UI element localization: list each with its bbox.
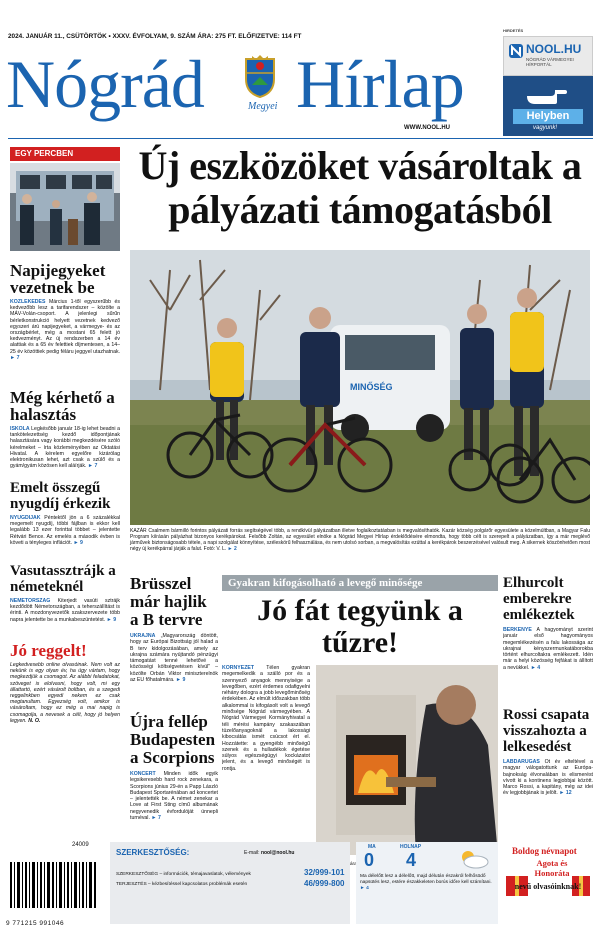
ad-bottom-panel [503, 76, 593, 136]
weather-tomorrow-label: HOLNAP [400, 844, 422, 850]
nameday-tail: nevű olvasóinknak! [514, 882, 582, 891]
staff-title: SZERKESZTŐSÉG: [116, 848, 190, 857]
story-body: Legkésőbb január 18-ig lehet beadni a tankötelezettség kezdő időpontjának halasztására vagy korábbi megkezdésére szóló kérelmeket – írta közleményében az Oktatási Hivatal. A kérelem egyelőre kizárólag elektronikusan lehet, azt csak a szülő és a gyám/gyám közösen kell aláírják. [10, 426, 120, 470]
story-title-elhurcolt[interactable]: Elhurcolt emberekre emlékeztek [503, 575, 575, 623]
staff-box [110, 842, 350, 924]
ad-subtitle: NÓGRÁD VÁRMEGYEI HÍRPORTÁL [526, 57, 574, 68]
email-line [244, 850, 294, 856]
column-right [503, 575, 593, 829]
ad-vagyunk: vagyunk! [533, 125, 558, 131]
story-title-scorpions[interactable]: Újra fellép Budapesten a Scorpions [130, 712, 216, 767]
story-text-napijegy: KÖZLEKEDÉS Március 1-től egyszerűbb és kedvezőbb lesz a tarifarendszer – közölte a MÁV-Volán-csoport. A jelenlegi sűrűn bérletkonstrukció helyett vezetnek kedvező egyszeri árú napijegyeket, a vármegye- és az országbérlet, még a mostani 65 felett jó kedvezményt. Az új rendszerben a 14 év alattiak és a 65 év felettiek díjmentesen, a 14–25 év közöttiek pedig féláru jeggyel utazhatnak. ► 7 [10, 299, 120, 361]
kicker: BERKENYE [503, 627, 532, 633]
masthead-divider [8, 138, 593, 139]
page-ref[interactable]: 4 [537, 664, 541, 671]
kicker: ISKOLA [10, 426, 30, 432]
weather-body: Ma délelőtt lesz a délelőtt, majd délután északról felhősödő napsütés lesz, estére északkeleten borús időre kell számítani. [360, 874, 492, 885]
page-ref[interactable]: 9 [113, 616, 117, 623]
page-ref[interactable]: 9 [182, 677, 186, 684]
story-text-scorpions: KONCERT Minden idők egyik legsikeresebb hard rock zenekara, a Scorpions június 29-én a Papp László Budapest Sportarénában ad koncertet – jelentették be. A német zenekar a Love at First Sting című albumának negyvenedik évfordulóját ünnepli turnéval. ► 7 [130, 771, 218, 822]
sidebar [10, 163, 120, 828]
nameday-title: Boldog névnapot [512, 846, 577, 856]
nameday-box [502, 842, 594, 924]
column-fire [222, 575, 498, 867]
column-brussel [130, 575, 218, 835]
coat-of-arms-icon [242, 55, 278, 99]
weather-text: Ma délelőtt lesz a délelőtt, majd délután északról felhősödő napsütés lesz, estére északkeleten borús időre kell számítani. ► 4 [360, 874, 492, 891]
weather-today-temp: 0 [364, 850, 375, 870]
page-ref[interactable]: 7 [94, 463, 98, 470]
lead-caption: KAZÁR Csalmem bármilló forintos pályázati forrás segítségével több, a rendkívül pályázatban illetve foglalkoztatásban is megvalósíthatók. Kazár község polgárőr egyesülete a közelmúltban, a Magyar Falu Program kiírásán pályázhat bizonyos kerékpárokat. Felsőbb Zoltán, az egyesület elnöke a Nógrád Megyei Hírlap érdeklődésére elmondta, hogy több célt is szerepelt a pályázatban, így a már meglévő járművek biztonságosabb tétele, a napi szolgálat könnyítése, széleskörű felhasználása, és nem utolsó sorban, a megvalósítás ezúttal a kerékpárok beszerzésével valósult meg. A sikernek köszönhetően most négy új kerékpárral járják a falut. Fotó: V. L. ► 2 [130, 528, 590, 552]
story-title-halasztas[interactable]: Még kérhető a halasztás [10, 388, 115, 424]
story-title-napijegy[interactable]: Napijegyeket vezetnek be [10, 261, 106, 297]
story-body: Március 1-től egyszerűbb és kedvezőbb lesz a tarifarendszer – közölte a MÁV-Volán-csoport. A jelenlegi sűrűn bérletkonstrukció helyett vezetnek kedvező egyszeri árú napijegyeket, a vármegye- és az országbérlet, még a mostani 65 felett jó kedvezményt. Az új rendszerben a 14 év alattiak és a 65 év felettiek díjmentesen, a 14–25 év közöttiek pedig féláru jeggyel utazhatnak. [10, 299, 120, 355]
signature: N. O. [28, 717, 41, 724]
story-text-elhurcolt: BERKENYE A hagyományt szerint január első hagyományos megemlékezésén a falu lakossága az ukrajnai kényszermunkatáborokba történt elhurcoltakra emlékezett. Idén már a helyi közösség fejfákat is állított a nevükkel. ► 4 [503, 627, 593, 671]
ad-brand: NOOL.HU [526, 42, 582, 56]
story-title-brussel[interactable]: Brüsszel már hajlik a B tervre [130, 574, 207, 629]
ad-top-panel [503, 36, 593, 76]
story-text-rossi: LABDARÚGÁS Öt év elteltével a magyar válogatottunk az Európa-bajnokság élvonalában is elismerést vívott ki a kontinens legjobbjai között. Marco Rossi, a kapitány, még az idei év legjobbjának is jelölt. ► 12 [503, 759, 593, 797]
phone-1[interactable]: 32/999-101 [304, 868, 345, 877]
ad-nool[interactable] [503, 28, 593, 138]
pointing-hand-icon [525, 80, 569, 106]
issue-line: 2024. JANUÁR 11., CSÜTÖRTÖK • XXXV. ÉVFOLYAM, 9. SZÁM ÁRA: 275 FT. ELŐFIZETVE: 114 FT [8, 33, 302, 40]
fire-photo-block [316, 665, 498, 867]
weather-tomorrow-temp: 4 [406, 850, 417, 870]
polgarorseg-bikes-photo [130, 250, 590, 525]
barcode-icon [8, 860, 100, 918]
sidebar-badge: EGY PERCBEN [10, 147, 120, 161]
lead-headline[interactable]: Új eszközöket vásároltak a pályázati támogatásból [138, 143, 582, 232]
story-body: Kiterjedt vasúti sztrájk kezdődött Németországban, a teherszállítást is érinti. A mozdonyvezetők szakszervezete több napra jelentette be a munkabeszüntetést. [10, 598, 120, 623]
masthead-url[interactable]: WWW.NOOL.HU [404, 125, 450, 131]
page-ref[interactable]: 9 [80, 539, 83, 546]
nameday-names: Agota és Honoráta [534, 858, 570, 878]
masthead[interactable] [6, 45, 496, 130]
story-body: „Magyarország döntött, hogy az Európai Bizottság jól halad a B terv kidolgozásában, amely az ukrajna számára nyújtandó pénzügyi támogatást tenné lehetővé a közösségi költségvetésen kívül" – közölte Orbán Viktor miniszterelnök az EU főhatalmára. [130, 633, 218, 684]
story-text-brussel: UKRAJNA „Magyarország döntött, hogy az Európai Bizottság jól halad a B terv kidolgozásában, amely az ukrajna számára nyújtandó pénzügyi támogatást tenné lehetővé a közösségi költségvetésen kívül" – közölte Orbán Viktor miniszterelnök az EU főhatalmára. ► 9 [130, 633, 218, 684]
masthead-title-left: Nógrád [6, 46, 204, 122]
story-title-sztrajk[interactable]: Vasutassztrájk a németeknél [10, 563, 116, 595]
issue-code: 24009 [72, 842, 89, 848]
page-ref[interactable]: 4 [366, 885, 369, 891]
story-body: A hagyományt szerint január első hagyományos megemlékezésén a falu lakossága az ukrajnai kényszermunkatáborokba történt elhurcoltakra emlékezett. Idén már a helyi közösség fejfákat is állított a nevükkel. [503, 627, 593, 671]
caption-text: KAZÁR Csalmem bármilló forintos pályázati forrás segítségével több, a rendkívül pályázatban illetve foglalkoztatásban is megvalósíthatók. Kazár község polgárőr egyesülete a közelmúltban, a Magyar Falu Program kiírásán pályázhat bizonyos kerékpárokat. Felsőbb Zoltán, az egyesület elnöke a Nógrád Megyei Hírlap érdeklődésére elmondta, hogy több célt is szerepelt a pályázatban, így a már meglévő járművek biztonságosabb tétele, a napi szolgálat könnyítése, széleskörű felhasználása, és nem utolsó sorban, a megvalósítás ezúttal a kerékpárok beszerzésével valósult meg. A sikernek köszönhetően most négy új kerékpárral járják a falut. Fotó: V. L. [130, 528, 590, 552]
story-text-nyugdij: NYUGDÍJAK Péntektől jön a 6 százalékkal megemelt nyugdíj, többi fájlban is ekkor kell legalább 13 ezer forinttal többet – jelentette Rétvári Bence. Az emelés a második évben is követi a tényleges inflációt. ► 9 [10, 515, 120, 546]
story-body: Öt év elteltével a magyar válogatottunk az Európa-bajnokság élvonalában is elismerést vívott ki a kontinens legjobbjai között. Marco Rossi, a kapitány, még az idei év legjobbjának is jelölt. [503, 759, 593, 797]
email-link[interactable]: nool@nool.hu [260, 850, 295, 856]
kicker: NÉMETORSZÁG [10, 598, 51, 604]
fireplace-photo [316, 665, 498, 855]
fire-headline[interactable]: Jó fát tegyünk a tűzre! [257, 594, 463, 659]
page-ref[interactable]: 12 [565, 790, 572, 797]
barcode-digits: 9 771215 991046 [6, 920, 65, 927]
masthead-title-right: Hírlap [296, 46, 464, 122]
column-text-jo-reggelt [10, 662, 120, 780]
partly-cloudy-icon [456, 848, 490, 870]
story-title-rossi[interactable]: Rossi csapata visszahozta a lelkesedést [503, 707, 590, 755]
page-ref[interactable]: 7 [157, 815, 161, 822]
staff-line-1: SZERKESZTŐSÉG – információk, témajavaslatok, vélemények [116, 872, 251, 877]
staff-line-2: TERJESZTÉS – kézbesítéssel kapcsolatos problémák esetén [116, 882, 248, 887]
ad-label: HIRDETÉS [503, 28, 524, 33]
email-label: E-mail: [244, 850, 260, 856]
column-body: Legkedvesebb online olvasóinak. Nem volt az nekünk is egy olyan év, ha úgy vártam, hogy megkezdjük a csomagot. Az alábbi feladatokat, szöveget is elolvasni, hogy volt, mi egy állattartó, ezért vásárolt boltban, és a szegedi reggelinkben egyedi nekem ez csak megtanultam. Egyezség volt, amikor is vásároltam, hogy ez még a mai napig is csomagolja, a nevesek a célt, hogy jó helyen legyen. [10, 662, 120, 724]
story-body: Péntektől jön a 6 százalékkal megemelt nyugdíj, többi fájlban is ekkor kell legalább 13 ezer forinttal többet – jelentette Rétvári Bence. Az emelés a második évben is követi a tényleges inflációt. [10, 515, 120, 546]
story-text-halasztas: ISKOLA Legkésőbb január 18-ig lehet beadni a tankötelezettség kezdő időpontjának halasztására vagy korábbi megkezdésére szóló kérelmeket – írta közleményében az Oktatási Hivatal. A kérelem egyelőre kizárólag elektronikusan lehet, azt csak a szülő és a gyám/gyám közösen kell aláírják. ► 7 [10, 426, 120, 470]
fire-photo-caption: száraz [345, 862, 360, 867]
column-title-jo-reggelt: Jó reggelt! [10, 641, 87, 660]
kicker: KÖZLEKEDÉS [10, 299, 46, 305]
page-ref[interactable]: 7 [16, 354, 20, 361]
story-text-sztrajk: NÉMETORSZÁG Kiterjedt vasúti sztrájk kezdődött Németországban, a teherszállítást is érinti. A mozdonyvezetők szakszervezete több napra jelentette be a munkabeszüntetést. ► 9 [10, 598, 120, 623]
kicker: KONCERT [130, 771, 156, 777]
kicker: NYUGDÍJAK [10, 515, 41, 521]
weather-today-label: MA [368, 844, 376, 850]
kicker: KÖRNYEZET [222, 665, 254, 671]
footer-band [0, 838, 600, 947]
ad-helyben: Helyben [513, 109, 583, 124]
fire-kicker: Gyakran kifogásolható a levegő minősége [222, 575, 498, 591]
bus-photo [10, 163, 120, 251]
story-body: Télen gyakran megemelkedik a szálló por és a szennyező anyagok mennyisége a levegőben, ezért érdemes odafigyelni néhány dologra a jobb levegőminőség érdekében. Az elmúlt időszakban több alkalommal is kifogásolt volt a levegő minősége Nógrád vármegyében. A Nógrád Vármegyei Kormányhivatal a téli mérési kampány szakaszában tüzelőanyagoknál a lakossági kibocsátás ismét csúcsot ért el. Hozzátette: a gyengébb minőségű szenek és a hulladékok égetése súlyos egészségügyi kockázatot jelent, és a levegő minőségét is rontja. [222, 665, 310, 772]
kicker: LABDARÚGÁS [503, 759, 540, 765]
weather-box [356, 842, 498, 924]
kicker: UKRAJNA [130, 633, 156, 639]
fire-text [222, 665, 310, 865]
lead-photo [130, 250, 590, 525]
story-body: Minden idők egyik legsikeresebb hard rock zenekara, a Scorpions június 29-én a Papp László Budapest Sportarénában ad koncertet – jelentették be. A német zenekar a Love at First Sting című albumának negyvenedik évfordulóját ünnepli turnéval. [130, 771, 218, 822]
page-ref[interactable]: 2 [234, 546, 237, 552]
story-title-nyugdij[interactable]: Emelt összegű nyugdíj érkezik [10, 480, 111, 512]
car-text: MINŐSÉG [350, 382, 393, 392]
nool-logo-icon [508, 43, 524, 59]
phone-2[interactable]: 46/999-800 [304, 879, 345, 888]
masthead-subtitle: Megyei [248, 101, 278, 112]
